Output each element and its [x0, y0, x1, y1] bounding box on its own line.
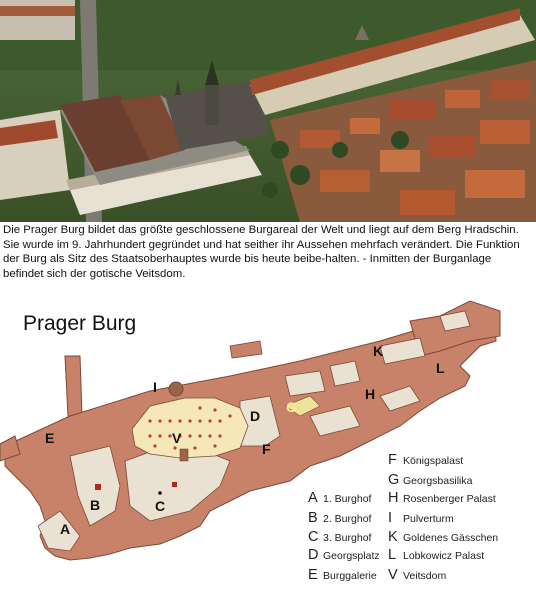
legend-item-f: F Königspalast: [388, 452, 464, 468]
map-letter-e: E: [45, 430, 55, 446]
caption-text: Die Prager Burg bildet das größte geschlossene Burgareal der Welt und liegt auf dem Berg Hradschin. Sie wurde im 9. Jahrhundert gegründet und hat seither ihr Aussehen mehrfach verändert. Die Funktion der Burg als Sitz des Staatsoberhauptes wurde bis heute beibe-halten. - Inmitten der Burganlage befindet sich der gotische Veitsdom.: [3, 224, 520, 280]
obelisk-marker: [158, 491, 162, 495]
map-letter-g: G: [286, 399, 297, 415]
court-small-1: [285, 371, 325, 396]
cathedral-tower: [205, 85, 219, 125]
fountain-marker-b: [95, 484, 101, 490]
map-letter-a: A: [60, 521, 71, 537]
map-letter-h: H: [365, 386, 376, 402]
aerial-photo: [0, 0, 536, 222]
pulverturm-icon: [169, 382, 183, 396]
court-small-2: [330, 361, 360, 386]
legend-item-e: E Burggalerie: [308, 567, 377, 583]
castle-plan: [0, 286, 536, 600]
map-letter-b: B: [90, 497, 101, 513]
map-letter-d: D: [250, 408, 261, 424]
roof-topleft: [0, 6, 75, 16]
cathedral-tower: [180, 449, 188, 461]
cathedral-floor: [132, 398, 248, 458]
legend-item-l: L Lobkowicz Palast: [388, 547, 485, 563]
legend-item-i: I Pulverturm: [388, 510, 454, 526]
map-letter-l: L: [436, 360, 445, 376]
legend-item-h: H Rosenberger Palast: [388, 490, 496, 506]
legend-item-c: C 3. Burghof: [308, 529, 372, 545]
map-letter-v: V: [172, 430, 182, 446]
map-letter-i: I: [153, 379, 157, 395]
legend-item-a: A 1. Burghof: [308, 490, 372, 506]
legend-item-v: V Veitsdom: [388, 567, 447, 583]
plan-title: Prager Burg: [23, 312, 137, 335]
map-letter-c: C: [155, 498, 166, 514]
fountain-marker-c: [172, 482, 177, 487]
legend-item-g: G Georgsbasilika: [388, 472, 473, 488]
map-letter-f: F: [262, 441, 271, 457]
map-letter-k: K: [373, 343, 384, 359]
annex-right: [230, 341, 262, 358]
legend-item-b: B 2. Burghof: [308, 510, 372, 526]
legend-item-d: D Georgsplatz: [308, 547, 380, 563]
legend-item-k: K Goldenes Gässchen: [388, 529, 499, 545]
